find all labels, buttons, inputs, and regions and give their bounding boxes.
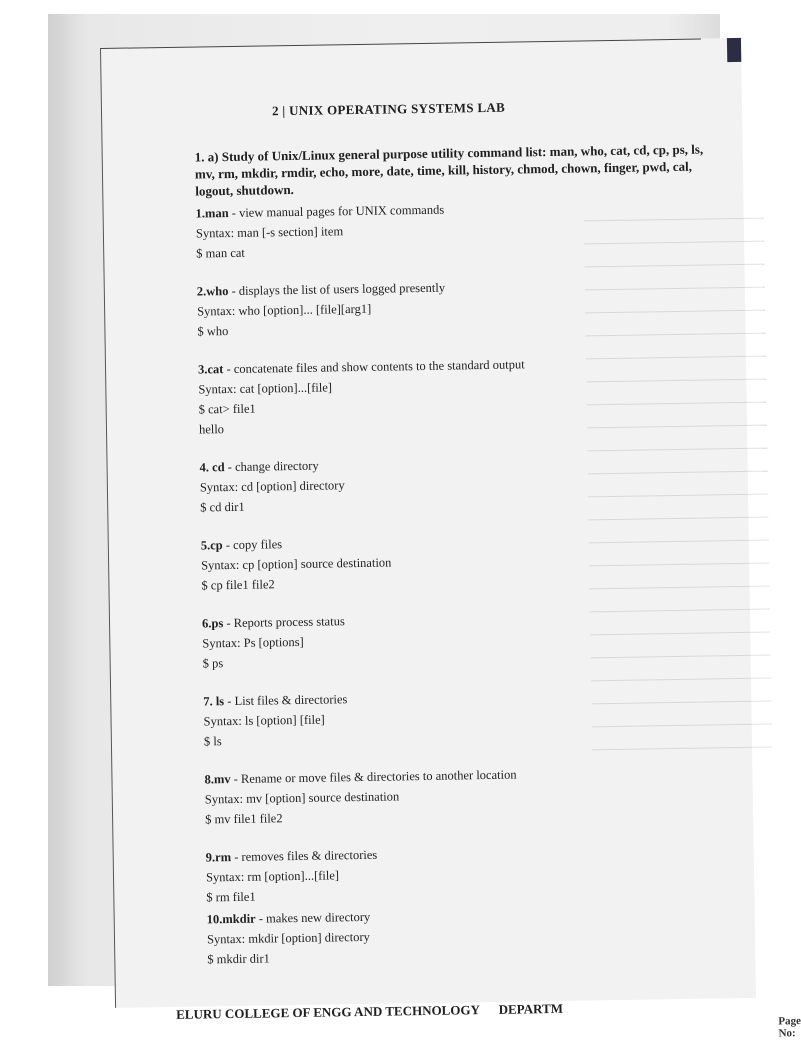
command-name: 1.man (195, 206, 229, 221)
photo-background (48, 14, 801, 1040)
command-name: 2.who (196, 284, 229, 299)
command-name: 6.ps (201, 616, 224, 631)
command-example: $ mv file1 file2 (205, 811, 283, 827)
document-page (100, 38, 801, 1040)
command-example: $ rm file1 (206, 889, 256, 905)
command-block (195, 195, 716, 263)
command-block (198, 351, 719, 439)
command-block (197, 273, 718, 341)
command-block (199, 449, 720, 517)
command-syntax: Syntax: ls [option] [file] (203, 712, 325, 729)
command-syntax: Syntax: cd [option] directory (199, 478, 345, 495)
command-example: $ mkdir dir1 (207, 951, 270, 967)
command-name: 4. cd (199, 460, 225, 475)
footer-college (176, 1001, 563, 1023)
command-syntax: Syntax: Ps [options] (202, 634, 304, 651)
command-block (206, 839, 727, 907)
command-name: 7. ls (203, 694, 225, 709)
command-description: - change directory (224, 458, 319, 475)
command-description: - makes new directory (255, 909, 371, 926)
command-block (207, 901, 728, 969)
command-name: 8.mv (204, 772, 231, 787)
command-example: $ man cat (196, 245, 245, 261)
section-title: 1. a) Study of Unix/Linux general purpose utility command list: man, who, cat, cd, cp, ps, ls, mv, rm, mkdir, rmdir, echo, more, date, time, kill, history, chmod, chown, finger, pwd, cal, logout, shutdown. (194, 141, 704, 199)
command-syntax: Syntax: man [-s section] item (195, 224, 344, 241)
command-description: - view manual pages for UNIX commands (228, 202, 445, 220)
command-example: hello (198, 422, 225, 437)
command-name: 9.rm (205, 850, 232, 865)
command-description: - removes files & directories (230, 847, 378, 865)
command-block (203, 683, 724, 751)
command-syntax: Syntax: mkdir [option] directory (206, 929, 370, 947)
command-description: - concatenate files and show contents to the standard output (223, 357, 525, 377)
command-description: - Rename or move files & directories to another location (230, 767, 517, 787)
page-header: 2 | UNIX OPERATING SYSTEMS LAB (271, 99, 506, 119)
command-block (204, 761, 725, 829)
command-description: - List files & directories (224, 692, 348, 709)
command-example: $ ps (202, 656, 224, 671)
command-syntax: Syntax: mv [option] source destination (204, 789, 400, 807)
command-syntax: Syntax: cat [option]...[file] (198, 380, 333, 397)
command-name: 3.cat (197, 362, 224, 377)
command-list (195, 195, 727, 969)
command-example: $ who (197, 324, 229, 339)
page-content (194, 78, 728, 987)
footer-page-no: Page No: (778, 1015, 801, 1040)
command-description: - displays the list of users logged presently (228, 280, 446, 299)
corner-mark (727, 38, 741, 62)
footer-dept: DEPARTM (498, 1000, 564, 1017)
command-description: - copy files (222, 537, 283, 553)
command-syntax: Syntax: who [option]... [file][arg1] (197, 301, 372, 319)
command-description: - Reports process status (223, 614, 345, 631)
command-example: $ cd dir1 (200, 499, 245, 515)
command-example: $ cp file1 file2 (201, 577, 275, 593)
footer-college-name: ELURU COLLEGE OF ENGG AND TECHNOLOGY (176, 1002, 480, 1022)
command-name: 5.cp (200, 538, 223, 553)
command-example: $ ls (203, 734, 222, 749)
command-syntax: Syntax: rm [option]...[file] (205, 868, 340, 885)
command-name: 10.mkdir (206, 911, 256, 927)
command-syntax: Syntax: cp [option] source destination (201, 555, 392, 573)
command-block (201, 527, 722, 595)
command-example: $ cat> file1 (198, 401, 256, 417)
command-block (202, 605, 723, 673)
